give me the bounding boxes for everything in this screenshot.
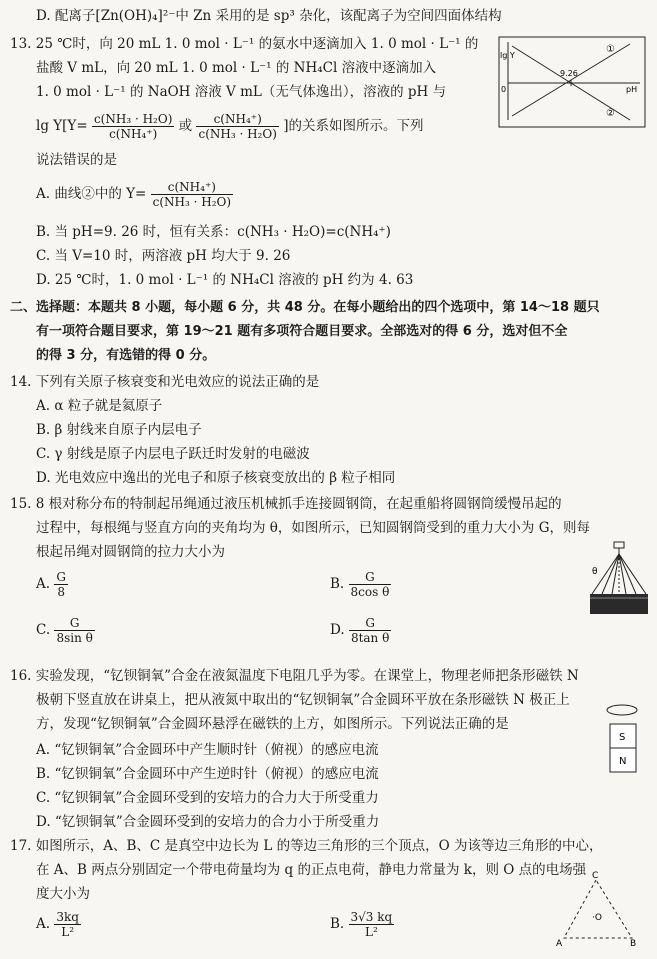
q13-line-4 xyxy=(36,112,423,141)
q14-option-c: C. γ 射线是原子内层电子跃迁时发射的电磁波 xyxy=(36,446,310,462)
q13-line-5: 说法错误的是 xyxy=(36,152,117,168)
q14-option-b: B. β 射线来自原子内层电子 xyxy=(36,422,202,438)
rope-6 xyxy=(619,554,646,594)
graph-y-label: lg Y xyxy=(500,51,515,60)
q17-option-b xyxy=(330,910,394,939)
q15-option-d-label: D. xyxy=(330,622,345,638)
vertex-a-label: A xyxy=(556,939,563,948)
q17-option-a-label: A. xyxy=(36,916,51,932)
q13-f1-numerator: c(NH₃ · H₂O) xyxy=(93,112,173,126)
q13-f1-denominator: c(NH₄⁺) xyxy=(109,127,158,141)
q16-figure xyxy=(602,702,642,782)
q15-option-b-label: B. xyxy=(330,576,345,592)
q17-line-2: 在 A、B 两点分别固定一个带电荷量均为 q 的正点电荷，静电力常量为 k，则 O 点的电场强 xyxy=(36,862,587,878)
q16-line-2: 极朝下竖直放在讲桌上，把从液氮中取出的“钇钡铜氧”合金圆环平放在条形磁铁 N 极正上 xyxy=(36,692,570,708)
q15-option-c-fraction xyxy=(54,616,94,645)
q17-option-a xyxy=(36,910,81,939)
q16-option-c: C. “钇钡铜氧”合金圆环受到的安培力的合力大于所受重力 xyxy=(36,790,379,806)
q13-line4-or: 或 xyxy=(178,118,193,134)
q15-option-a-fraction xyxy=(54,570,68,599)
q15-line-1: 15. 8 根对称分布的特制起吊绳通过液压机械抓手连接圆钢筒，在起重船将圆钢筒缓慢吊起的 xyxy=(10,496,562,512)
dashed-triangle xyxy=(564,880,632,938)
q13-f2-denominator: c(NH₃ · H₂O) xyxy=(198,127,277,141)
q15-b-denominator: 8cos θ xyxy=(350,585,390,599)
q13-line-2: 盐酸 V mL，向 20 mL 1. 0 mol · L⁻¹ 的 NH₄Cl 溶液中逐滴加入 xyxy=(36,60,437,76)
graph-x-label: pH xyxy=(626,85,638,94)
q13-option-c: C. 当 V=10 时，两溶液 pH 均大于 9. 26 xyxy=(36,248,291,264)
q15-d-numerator: G xyxy=(349,616,391,631)
section2-line-3: 的得 3 分，有选错的得 0 分。 xyxy=(36,348,216,363)
q15-option-a-label: A. xyxy=(36,576,51,592)
q15-b-numerator: G xyxy=(349,570,392,585)
q14-option-d: D. 光电效应中逸出的光电子和原子核衰变放出的 β 粒子相同 xyxy=(36,470,396,486)
q13-option-a xyxy=(36,180,233,209)
section2-line-1: 二、选择题：本题共 8 小题，每小题 6 分，共 48 分。在每小题给出的四个选项中，第 14～18 题只 xyxy=(10,300,600,315)
q17-option-a-fraction xyxy=(54,910,81,939)
rope-5 xyxy=(619,554,636,594)
q13-line-1: 13. 25 ℃时，向 20 mL 1. 0 mol · L⁻¹ 的氨水中逐滴加入 1. 0 mol · L⁻¹ 的 xyxy=(10,36,479,52)
center-o-label: ·O xyxy=(592,913,602,923)
q17-a-numerator: 3kq xyxy=(56,910,79,924)
q13-line4-prefix: lg Y[Y= xyxy=(36,118,88,134)
q14-option-a: A. α 粒子就是氦原子 xyxy=(36,398,163,414)
graph-frame xyxy=(499,37,645,127)
q17-option-b-label: B. xyxy=(330,916,345,932)
vertex-c-label: C xyxy=(592,871,599,881)
q13-line4-suffix: ]的关系如图所示。下列 xyxy=(283,118,424,134)
q15-d-denominator: 8tan θ xyxy=(350,631,390,645)
q12-option-d: D. 配离子[Zn(OH)₄]²⁻中 Zn 采用的是 sp³ 杂化，该配离子为空间四面体结构 xyxy=(36,8,502,24)
q17-option-b-fraction xyxy=(349,910,395,939)
q15-a-numerator: G xyxy=(56,570,66,584)
q15-a-denominator: 8 xyxy=(57,585,65,599)
q15-c-numerator: G xyxy=(54,616,94,631)
magnet-s-label: S xyxy=(619,732,626,743)
q17-line-1: 17. 如图所示，A、B、C 是真空中边长为 L 的等边三角形的三个顶点，O 为该等边三角形的中心， xyxy=(10,838,603,854)
hook-block xyxy=(614,542,624,548)
q16-line-1: 16. 实验发现，“钇钡铜氧”合金在液氮温度下电阻几乎为零。在课堂上，物理老师把条形磁铁 N xyxy=(10,668,579,684)
q15-option-b-fraction xyxy=(349,570,392,599)
q17-figure xyxy=(556,870,642,948)
q13-graph xyxy=(498,36,646,128)
q13-option-a-fraction xyxy=(151,180,233,209)
q17-b-denominator: L² xyxy=(364,925,378,939)
graph-value-label: 9.26 xyxy=(560,69,578,78)
q14-stem: 14. 下列有关原子核衰变和光电效应的说法正确的是 xyxy=(10,374,320,390)
superconducting-ring xyxy=(607,705,637,715)
graph-origin: 0 xyxy=(501,85,507,94)
q15-option-a xyxy=(36,570,68,599)
q17-a-denominator: L² xyxy=(61,925,75,939)
q13-option-a-prefix: A. 曲线②中的 Y= xyxy=(36,186,147,202)
q13-f2-numerator: c(NH₄⁺) xyxy=(196,112,278,127)
q13-option-b: B. 当 pH=9. 26 时，恒有关系：c(NH₃ · H₂O)=c(NH₄⁺) xyxy=(36,224,391,240)
q16-option-a: A. “钇钡铜氧”合金圆环中产生顺时针（俯视）的感应电流 xyxy=(36,742,379,758)
q16-option-b: B. “钇钡铜氧”合金圆环中产生逆时针（俯视）的感应电流 xyxy=(36,766,379,782)
q15-option-b xyxy=(330,570,391,599)
q15-option-c xyxy=(36,616,95,645)
figure-theta: θ xyxy=(592,567,598,577)
q13-fraction-2 xyxy=(196,112,278,141)
q15-line-3: 根起吊绳对圆钢筒的拉力大小为 xyxy=(36,544,225,560)
q15-option-c-label: C. xyxy=(36,622,51,638)
steel-cylinder xyxy=(590,594,648,614)
graph-curve-1-label: ① xyxy=(606,44,615,55)
q13-option-a-numerator: c(NH₄⁺) xyxy=(151,180,233,195)
q15-figure xyxy=(588,540,650,620)
q13-line-3: 1. 0 mol · L⁻¹ 的 NaOH 溶液 V mL（无气体逸出），溶液的 pH 与 xyxy=(36,84,447,100)
q15-line-2: 过程中，每根绳与竖直方向的夹角均为 θ，如图所示，已知圆钢筒受到的重力大小为 G，则每 xyxy=(36,520,590,536)
section2-line-2: 有一项符合题目要求，第 19～21 题有多项符合题目要求。全部选对的得 6 分，选对但不全 xyxy=(36,324,568,339)
vertex-b-label: B xyxy=(630,939,637,948)
q15-option-d-fraction xyxy=(349,616,391,645)
q13-fraction-1 xyxy=(92,112,174,141)
q16-line-3: 方，发现“钇钡铜氧”合金圆环悬浮在磁铁的上方，如图所示。下列说法正确的是 xyxy=(36,716,509,732)
graph-curve-2-label: ② xyxy=(606,108,615,119)
q15-option-d xyxy=(330,616,391,645)
rope-2 xyxy=(602,554,619,594)
q13-option-a-denominator: c(NH₃ · H₂O) xyxy=(152,195,232,209)
q17-line-3: 度大小为 xyxy=(36,886,90,902)
magnet-n-label: N xyxy=(619,756,627,767)
q17-b-numerator: 3√3 kq xyxy=(350,910,393,924)
q13-option-d: D. 25 ℃时，1. 0 mol · L⁻¹ 的 NH₄Cl 溶液的 pH 约为 4. 63 xyxy=(36,272,414,288)
q16-option-d: D. “钇钡铜氧”合金圆环受到的安培力的合力小于所受重力 xyxy=(36,814,380,830)
q15-c-denominator: 8sin θ xyxy=(56,631,93,645)
